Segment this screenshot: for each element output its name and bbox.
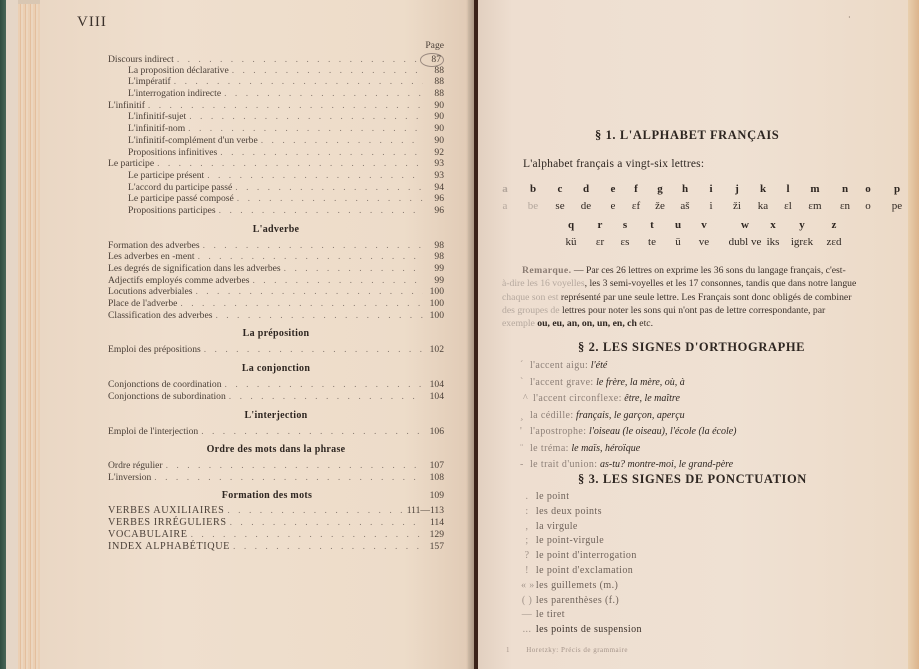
alphabet-letter: y bbox=[799, 219, 805, 231]
page-speck: · bbox=[848, 13, 851, 22]
toc-page-number: 88 bbox=[434, 76, 444, 88]
toc-entry-label: Locutions adverbiales bbox=[108, 286, 193, 298]
punctuation-item bbox=[521, 579, 642, 594]
alphabet-letter: e bbox=[610, 183, 616, 195]
letter-name: ɛl bbox=[784, 200, 792, 212]
sign-example: être, le maître bbox=[624, 393, 680, 404]
letter-name: že bbox=[655, 200, 665, 212]
toc-entry-label: L'accord du participe passé bbox=[128, 181, 233, 193]
toc-entry-label: Le participe présent bbox=[128, 169, 205, 181]
toc-entry-label: L'interrogation indirecte bbox=[128, 88, 222, 100]
letter-name: ve bbox=[698, 236, 710, 248]
leader-dots bbox=[204, 344, 423, 356]
toc-page-number: 90 bbox=[434, 111, 444, 123]
toc-entry-label: Le participe passé composé bbox=[128, 193, 234, 205]
letter-name: zɛd bbox=[826, 236, 842, 248]
letter-name: ka bbox=[757, 200, 769, 212]
toc-entry bbox=[108, 391, 444, 403]
toc-page-column-header: Page bbox=[425, 40, 444, 51]
letter-name: dubl ve bbox=[728, 236, 762, 248]
toc-page-number: 92 bbox=[434, 146, 444, 158]
toc-page-number: 104 bbox=[429, 390, 444, 402]
toc-entry-label: Ordre régulier bbox=[108, 460, 163, 472]
punctuation-name: les deux points bbox=[535, 505, 602, 517]
orthography-sign-item bbox=[520, 408, 737, 425]
alphabet-letter: r bbox=[597, 219, 603, 231]
toc-entry-label: Propositions infinitives bbox=[128, 146, 218, 158]
section-1-heading: § 1. L'ALPHABET FRANÇAIS bbox=[595, 128, 780, 142]
remarque-text: représenté par une seule lettre. Les Français sont donc obligés de combiner bbox=[558, 291, 852, 303]
leader-dots bbox=[215, 310, 423, 322]
toc-page-number: 90 bbox=[434, 99, 444, 111]
punctuation-symbol: : bbox=[525, 505, 529, 517]
alphabet-letter: l bbox=[786, 183, 790, 195]
toc-page-number: 100 bbox=[429, 298, 444, 310]
orthography-sign-item bbox=[520, 424, 737, 441]
toc-page-number: 96 bbox=[434, 204, 444, 216]
letter-name: ɛf bbox=[631, 200, 641, 212]
punctuation-name: les parenthèses (f.) bbox=[535, 594, 620, 606]
toc-page-number: 88 bbox=[434, 64, 444, 76]
letter-name: ɛr bbox=[595, 236, 605, 248]
toc-entry-label: Le participe bbox=[108, 158, 155, 170]
leader-dots bbox=[188, 123, 423, 135]
punctuation-name: les guillemets (m.) bbox=[535, 579, 619, 591]
letter-name: ži bbox=[733, 200, 741, 212]
alphabet-letter: b bbox=[529, 183, 537, 195]
punctuation-symbol: , bbox=[525, 520, 529, 532]
punctuation-item bbox=[521, 505, 642, 520]
toc-entry bbox=[108, 100, 444, 112]
alphabet-letter: c bbox=[557, 183, 563, 195]
toc-page-number: 100 bbox=[429, 286, 444, 298]
leader-dots bbox=[233, 541, 423, 553]
leader-dots bbox=[237, 193, 423, 205]
toc-page-number: 90 bbox=[434, 123, 444, 135]
leader-dots bbox=[224, 88, 423, 100]
toc-section-heading: Ordre des mots dans la phrase bbox=[206, 444, 346, 456]
toc-entry-label: Conjonctions de subordination bbox=[108, 390, 226, 402]
toc-entry bbox=[108, 135, 444, 147]
toc-entry-label: L'infinitif-nom bbox=[128, 123, 186, 135]
punctuation-symbol: ? bbox=[524, 550, 530, 562]
leader-dots bbox=[157, 158, 423, 170]
remarque-text-faded: exemple bbox=[502, 318, 535, 330]
letter-name: i bbox=[709, 200, 713, 212]
sign-symbol: - bbox=[520, 459, 524, 470]
orthography-sign-item bbox=[520, 391, 737, 408]
toc-page-number: 114 bbox=[429, 516, 444, 528]
toc-page-number: 99 bbox=[434, 274, 444, 286]
remarque-paragraph bbox=[502, 264, 858, 330]
leader-dots bbox=[166, 460, 423, 472]
toc-entry-label: Conjonctions de coordination bbox=[108, 379, 222, 391]
toc-entry bbox=[108, 310, 444, 322]
remarque-text-faded: à-dire les 16 voyelles bbox=[502, 278, 585, 290]
table-of-contents bbox=[108, 40, 444, 553]
toc-page-number: 94 bbox=[434, 181, 444, 193]
toc-entry bbox=[108, 158, 444, 170]
letter-name: a bbox=[502, 200, 508, 212]
leader-dots bbox=[225, 379, 423, 391]
remarque-text: , les 3 semi-voyelles et les 17 consonnes, tandis que dans notre langue bbox=[584, 278, 857, 290]
punctuation-item bbox=[521, 564, 642, 579]
punctuation-item bbox=[521, 520, 642, 535]
toc-entry-label: INDEX ALPHABÉTIQUE bbox=[108, 540, 231, 552]
leader-dots bbox=[232, 65, 423, 77]
sign-example: le frère, la mère, où, à bbox=[596, 376, 685, 388]
letter-name: pe bbox=[891, 200, 903, 212]
toc-page-number: 100 bbox=[429, 309, 444, 321]
toc-entry bbox=[108, 426, 444, 438]
sign-example: le maïs, héroïque bbox=[571, 442, 641, 454]
leader-dots bbox=[219, 205, 423, 217]
alphabet-letter: q bbox=[567, 219, 575, 231]
sign-name: l'accent grave: bbox=[530, 376, 594, 388]
sign-name: l'accent aigu: bbox=[530, 360, 589, 371]
alphabet-letter: a bbox=[502, 183, 508, 195]
toc-page-number: 88 bbox=[434, 88, 444, 100]
alphabet-letter: x bbox=[770, 219, 776, 231]
toc-entry bbox=[108, 529, 444, 541]
alphabet-intro: L'alphabet français a vingt-six lettres: bbox=[523, 158, 705, 170]
toc-entry bbox=[108, 123, 444, 135]
punctuation-name: le point-virgule bbox=[535, 535, 605, 547]
leader-dots bbox=[227, 505, 403, 517]
alphabet-letter: u bbox=[674, 219, 682, 231]
toc-page-number: 93 bbox=[434, 158, 444, 170]
toc-entry-label: Classification des adverbes bbox=[108, 309, 213, 321]
toc-page-number: 129 bbox=[429, 528, 444, 540]
toc-section-heading: Formation des mots bbox=[221, 489, 313, 501]
toc-page-number-circled: 87 bbox=[420, 53, 444, 67]
orthography-sign-item bbox=[520, 358, 737, 375]
sign-name: le trait d'union: bbox=[530, 459, 598, 470]
remarque-text: lettres pour noter les sons qui n'ont pas de lettre correspondante, par bbox=[559, 304, 826, 316]
remarque-examples: ou, eu, an, on, un, en, ch bbox=[537, 318, 637, 330]
toc-entry bbox=[108, 298, 444, 310]
alphabet-letter: o bbox=[865, 183, 871, 195]
toc-page-number: 109 bbox=[429, 489, 444, 501]
toc-page-number: 96 bbox=[434, 193, 444, 205]
sign-example: français, le garçon, aperçu bbox=[576, 409, 685, 421]
toc-page-number: 102 bbox=[429, 344, 444, 356]
sign-name: l'apostrophe: bbox=[530, 426, 587, 437]
punctuation-symbol: ! bbox=[525, 564, 529, 576]
alphabet-letter: w bbox=[741, 219, 749, 231]
page-stack-edges bbox=[18, 4, 42, 669]
letter-name: igrɛk bbox=[790, 236, 814, 248]
leader-dots bbox=[261, 135, 423, 147]
leader-dots bbox=[229, 391, 423, 403]
punctuation-name: le point bbox=[535, 491, 570, 502]
punctuation-symbol: ; bbox=[525, 535, 529, 547]
toc-entry-label: Formation des adverbes bbox=[108, 239, 200, 251]
letter-name: ɛn bbox=[839, 200, 851, 212]
letter-name: de bbox=[580, 200, 592, 212]
alphabet-letter: i bbox=[709, 183, 713, 195]
remarque-text: — Par ces 26 lettres on exprime les 36 sons du langage français, c'est- bbox=[571, 265, 846, 276]
sign-name: la cédille: bbox=[530, 409, 574, 421]
toc-page-number: 98 bbox=[434, 239, 444, 251]
sign-symbol: ` bbox=[520, 376, 524, 388]
signature-mark: 1 bbox=[506, 646, 510, 654]
leader-dots bbox=[235, 182, 423, 194]
orthography-sign-item bbox=[520, 375, 737, 392]
toc-entry-label: L'infinitif bbox=[108, 99, 145, 111]
toc-entry bbox=[108, 472, 444, 484]
leader-dots bbox=[195, 286, 423, 298]
toc-entry-label: VERBES AUXILIAIRES bbox=[108, 504, 225, 516]
leader-dots bbox=[201, 426, 423, 438]
section-2-heading: § 2. LES SIGNES D'ORTHOGRAPHE bbox=[578, 340, 806, 354]
alphabet-letter: h bbox=[681, 183, 689, 195]
letter-name: e bbox=[610, 200, 616, 212]
toc-page-number: 108 bbox=[429, 471, 444, 483]
letter-name: ü bbox=[675, 236, 681, 248]
sign-symbol: ´ bbox=[520, 360, 524, 371]
punctuation-name: les points de suspension bbox=[535, 624, 642, 636]
toc-entry bbox=[108, 193, 444, 205]
toc-entry-label: Emploi de l'interjection bbox=[108, 425, 199, 437]
footer-text: Horetzky: Précis de grammaire bbox=[526, 646, 629, 654]
punctuation-symbol: ( ) bbox=[521, 594, 533, 606]
leader-dots bbox=[252, 275, 423, 287]
toc-page-number: 98 bbox=[434, 251, 444, 263]
toc-page-number: 99 bbox=[434, 263, 444, 274]
toc-entry bbox=[108, 240, 444, 252]
remarque-text: etc. bbox=[636, 318, 653, 330]
leader-dots bbox=[203, 240, 423, 252]
toc-entry bbox=[108, 65, 444, 77]
alphabet-letter: g bbox=[657, 183, 663, 195]
toc-entry bbox=[108, 88, 444, 100]
toc-entry bbox=[108, 170, 444, 182]
sign-example: as-tu? montre-moi, le grand-père bbox=[599, 459, 734, 470]
toc-page-number: 106 bbox=[429, 425, 444, 437]
page-number: VIII bbox=[77, 14, 107, 30]
punctuation-name: le point d'exclamation bbox=[535, 564, 634, 576]
toc-entry bbox=[108, 182, 444, 194]
toc-entry bbox=[108, 53, 444, 65]
letter-name: aš bbox=[680, 200, 690, 212]
letter-name: ɛm bbox=[808, 200, 822, 212]
toc-section-heading: L'adverbe bbox=[252, 223, 300, 235]
leader-dots bbox=[207, 170, 423, 182]
punctuation-item bbox=[521, 534, 642, 549]
punctuation-name: le tiret bbox=[535, 609, 565, 621]
toc-entry bbox=[108, 205, 444, 217]
toc-entry bbox=[108, 344, 444, 356]
orthography-sign-item bbox=[520, 441, 737, 458]
leader-dots bbox=[154, 472, 423, 484]
alphabet-letter: j bbox=[735, 183, 739, 195]
toc-entry-label: Les adverbes en -ment bbox=[108, 251, 195, 263]
leader-dots bbox=[148, 100, 423, 112]
alphabet-letter: f bbox=[634, 183, 638, 195]
leader-dots bbox=[220, 147, 423, 159]
leader-dots bbox=[284, 263, 423, 275]
orthography-signs-list bbox=[520, 358, 737, 474]
toc-entry bbox=[108, 517, 444, 529]
remarque-text-faded: des groupes de bbox=[502, 304, 560, 316]
toc-entry bbox=[108, 111, 444, 123]
toc-entry-label: L'impératif bbox=[128, 76, 171, 88]
toc-entry bbox=[108, 76, 444, 88]
alphabet-letter: p bbox=[893, 183, 901, 195]
toc-entry bbox=[108, 379, 444, 391]
sign-name: l'accent circonflexe: bbox=[533, 393, 622, 404]
letter-name: kü bbox=[565, 236, 577, 248]
letter-name: ɛs bbox=[620, 236, 630, 248]
punctuation-item bbox=[521, 490, 642, 505]
alphabet-letter: s bbox=[622, 219, 628, 231]
letter-name: se bbox=[555, 200, 565, 212]
punctuation-symbol: « » bbox=[521, 579, 535, 591]
sign-symbol: ^ bbox=[523, 393, 528, 404]
alphabet-letter: v bbox=[701, 219, 707, 231]
punctuation-signs-list bbox=[521, 490, 642, 638]
toc-section-heading: La conjonction bbox=[241, 363, 311, 375]
toc-page-number: 157 bbox=[429, 540, 444, 552]
toc-entry-label: Adjectifs employés comme adverbes bbox=[108, 274, 250, 286]
toc-entry bbox=[108, 541, 444, 553]
alphabet-letter: k bbox=[759, 183, 767, 195]
sign-name: le tréma: bbox=[530, 442, 569, 454]
alphabet-letter: m bbox=[810, 183, 820, 195]
sign-symbol: ' bbox=[520, 426, 522, 437]
toc-entry-label: Place de l'adverbe bbox=[108, 298, 178, 310]
toc-entry bbox=[108, 263, 444, 275]
letter-name: be bbox=[527, 200, 539, 212]
toc-page-number: 111—113 bbox=[406, 504, 444, 516]
toc-entry bbox=[108, 275, 444, 287]
letter-name: o bbox=[865, 200, 871, 212]
leader-dots bbox=[174, 76, 423, 88]
toc-entries bbox=[108, 53, 444, 553]
toc-entry bbox=[108, 147, 444, 159]
toc-entry-label: VERBES IRRÉGULIERS bbox=[108, 516, 227, 528]
leader-dots bbox=[189, 111, 423, 123]
toc-entry-label: L'inversion bbox=[108, 471, 152, 483]
toc-entry bbox=[108, 460, 444, 472]
alphabet-letter: t bbox=[650, 219, 654, 231]
page-footer bbox=[506, 646, 628, 654]
section-3-heading: § 3. LES SIGNES DE PONCTUATION bbox=[578, 472, 807, 486]
toc-entry-label: La proposition déclarative bbox=[128, 64, 229, 76]
remarque-lead: Remarque. bbox=[522, 265, 572, 276]
leader-dots bbox=[230, 517, 423, 529]
toc-entry-label: Emploi des prépositions bbox=[108, 344, 201, 356]
toc-page-number: 93 bbox=[434, 169, 444, 181]
toc-section-heading: La préposition bbox=[242, 328, 310, 340]
toc-entry-label: L'infinitif-complément d'un verbe bbox=[128, 134, 258, 146]
toc-entry bbox=[108, 251, 444, 263]
punctuation-name: la virgule bbox=[535, 520, 578, 532]
toc-page-number: 90 bbox=[434, 134, 444, 146]
sign-symbol: ¨ bbox=[520, 442, 524, 454]
toc-entry-label: Discours indirect bbox=[108, 54, 174, 65]
sign-example: l'oiseau (le oiseau), l'école (la école) bbox=[588, 426, 737, 437]
toc-entry-label: Les degrés de signification dans les adverbes bbox=[108, 263, 281, 274]
toc-page-number: 104 bbox=[429, 379, 444, 391]
punctuation-symbol: — bbox=[521, 609, 533, 621]
toc-entry-label: L'infinitif-sujet bbox=[128, 111, 187, 123]
punctuation-symbol: . bbox=[525, 491, 529, 502]
punctuation-item bbox=[521, 594, 642, 609]
leader-dots bbox=[198, 251, 423, 263]
toc-section-heading-row bbox=[108, 488, 444, 504]
toc-entry-label: Propositions participes bbox=[128, 204, 216, 216]
leader-dots bbox=[180, 298, 423, 310]
toc-entry bbox=[108, 286, 444, 298]
punctuation-item bbox=[521, 623, 642, 638]
spine-shadow bbox=[466, 0, 474, 669]
letter-name: iks bbox=[766, 236, 780, 248]
punctuation-symbol: ... bbox=[522, 624, 532, 636]
punctuation-item bbox=[521, 608, 642, 623]
right-page-edge bbox=[908, 0, 919, 669]
book-cover-inner bbox=[6, 0, 18, 669]
sign-example: l'été bbox=[590, 360, 608, 371]
toc-section-heading: L'interjection bbox=[244, 409, 308, 421]
punctuation-name: le point d'interrogation bbox=[535, 550, 637, 562]
leader-dots bbox=[191, 529, 423, 541]
alphabet-letter: z bbox=[831, 219, 837, 231]
remarque-text-faded: chaque son est bbox=[502, 291, 559, 303]
toc-page-number: 107 bbox=[429, 460, 444, 472]
sign-symbol: ¸ bbox=[520, 409, 524, 421]
toc-entry-label: VOCABULAIRE bbox=[108, 528, 188, 540]
alphabet-letter: n bbox=[841, 183, 849, 195]
alphabet-letter: d bbox=[582, 183, 590, 195]
toc-entry bbox=[108, 505, 444, 517]
punctuation-item bbox=[521, 549, 642, 564]
letter-name: te bbox=[648, 236, 656, 248]
